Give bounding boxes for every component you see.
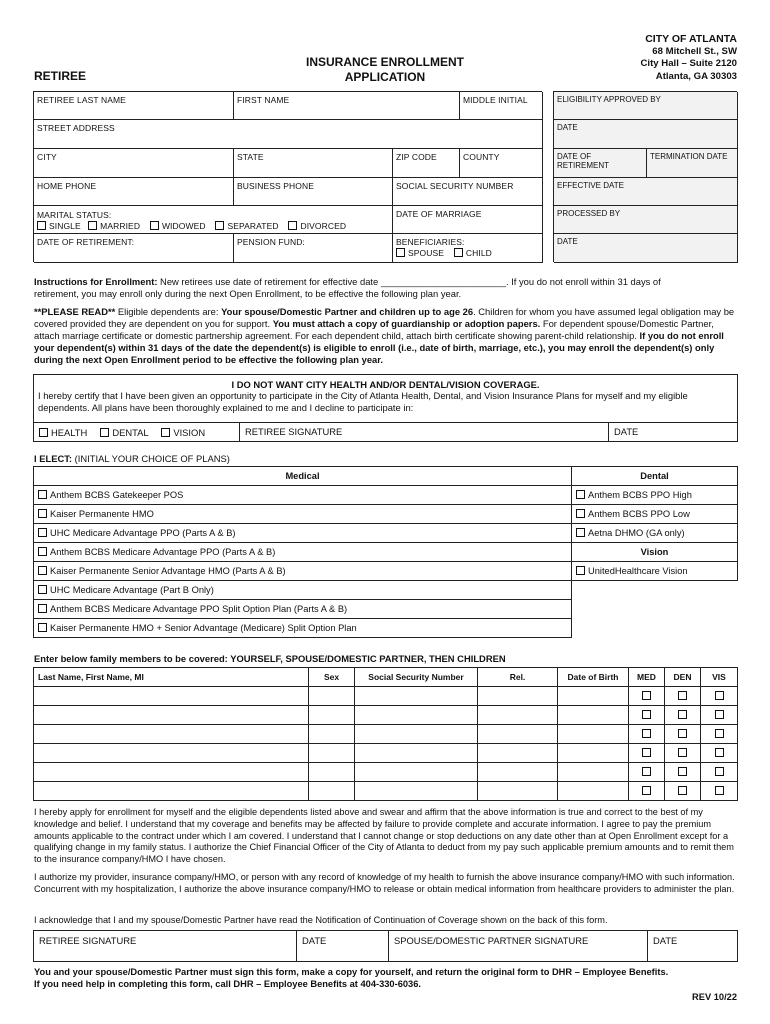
office-date-label-2: DATE [557, 237, 578, 246]
decline-vision-checkbox[interactable] [161, 428, 170, 437]
legal-paragraph-2: I authorize my provider, insurance company/HMO, or person with any record of knowledge of my health to furnish the above insurance company/HMO with such information. Concurrent with my hospitalization, I authorize the above insurance company/HMO to release or obtain medical information from healthcare providers to administer the plan. [34, 872, 735, 894]
decline-signature-label: RETIREE SIGNATURE [245, 426, 343, 437]
zip-label: ZIP CODE [396, 152, 437, 162]
vis-checkbox[interactable] [715, 748, 724, 757]
ssn-label: SOCIAL SECURITY NUMBER [396, 181, 514, 191]
office-date-field-2[interactable] [554, 234, 738, 263]
first-name-label: FIRST NAME [237, 95, 290, 105]
city-address [640, 33, 737, 83]
empty-cell [572, 581, 738, 600]
vis-cell [701, 763, 738, 782]
checkbox-icon[interactable] [38, 604, 47, 613]
last-name-field[interactable] [34, 92, 234, 120]
vision-header: Vision [572, 543, 738, 562]
dob-cell[interactable] [558, 687, 629, 706]
dob-cell[interactable] [558, 706, 629, 725]
street-address-field[interactable] [34, 120, 543, 149]
vision-option-label: UnitedHealthcare Vision [588, 566, 688, 576]
den-cell [665, 763, 701, 782]
family-members-table [33, 667, 738, 801]
vis-checkbox[interactable] [715, 767, 724, 776]
med-checkbox[interactable] [642, 729, 651, 738]
vis-cell [701, 706, 738, 725]
den-cell [665, 725, 701, 744]
sex-cell[interactable] [309, 687, 355, 706]
instructions-text-1: New retirees use date of retirement for effective date [157, 276, 381, 287]
checkbox-icon[interactable] [38, 585, 47, 594]
checkbox-icon[interactable] [576, 490, 585, 499]
business-phone-label: BUSINESS PHONE [237, 181, 314, 191]
decline-vision-label: VISION [173, 427, 206, 438]
name-cell[interactable] [34, 725, 309, 744]
address-line-3: Atlanta, GA 30303 [655, 70, 737, 82]
rel-cell[interactable] [478, 782, 558, 801]
first-name-field[interactable] [234, 92, 460, 120]
medical-option-label: Anthem BCBS Medicare Advantage PPO Split Option Plan (Parts A & B) [50, 604, 348, 614]
spouse-label: SPOUSE [408, 248, 445, 258]
legal-paragraph-3: I acknowledge that I and my spouse/Domestic Partner have read the Notification of Continuation of Coverage shown on the back of this form. [34, 915, 608, 925]
spouse-signature-field[interactable] [388, 931, 647, 961]
single-checkbox[interactable] [37, 221, 46, 230]
den-checkbox[interactable] [678, 767, 687, 776]
instructions-text-2: . If you do not enroll within 31 days of [505, 276, 661, 287]
dental-header: Dental [572, 467, 738, 486]
footer-line-2: If you need help in completing this form, call DHR – Employee Benefits at 404-330-6036. [34, 979, 421, 989]
med-checkbox[interactable] [642, 748, 651, 757]
vis-cell [701, 782, 738, 801]
vis-checkbox[interactable] [715, 729, 724, 738]
elect-lead: I ELECT: [34, 453, 73, 464]
medical-header: Medical [34, 467, 572, 486]
medical-option-label: UHC Medicare Advantage PPO (Parts A & B) [50, 528, 236, 538]
dob-cell[interactable] [558, 763, 629, 782]
vision-option[interactable] [572, 562, 738, 581]
decline-health-label: HEALTH [51, 427, 88, 438]
den-checkbox[interactable] [678, 729, 687, 738]
med-cell [629, 706, 665, 725]
ssn-cell[interactable] [355, 744, 478, 763]
dental-option[interactable] [572, 486, 738, 505]
please-read-paragraph [34, 306, 739, 366]
checkbox-icon[interactable] [576, 509, 585, 518]
retiree-signature-label: RETIREE SIGNATURE [39, 935, 137, 946]
date-of-marriage-field[interactable] [393, 206, 543, 234]
divorced-checkbox[interactable] [288, 221, 297, 230]
retiree-heading: RETIREE [34, 69, 87, 83]
spouse-checkbox[interactable] [396, 248, 405, 257]
separated-checkbox[interactable] [215, 221, 224, 230]
separated-label: SEPARATED [227, 221, 279, 231]
processed-by-label: PROCESSED BY [557, 209, 621, 218]
sex-cell[interactable] [309, 763, 355, 782]
col-rel: Rel. [478, 668, 558, 687]
family-title: Enter below family members to be covered: YOURSELF, SPOUSE/DOMESTIC PARTNER, THEN CHILDREN [34, 653, 506, 664]
den-cell [665, 687, 701, 706]
vis-checkbox[interactable] [715, 786, 724, 795]
den-checkbox[interactable] [678, 710, 687, 719]
vis-checkbox[interactable] [715, 691, 724, 700]
medical-option[interactable] [34, 600, 572, 619]
city-label: CITY [37, 152, 57, 162]
sex-cell[interactable] [309, 744, 355, 763]
den-cell [665, 744, 701, 763]
retiree-signature-field[interactable] [34, 931, 296, 961]
business-phone-field[interactable] [234, 178, 393, 206]
table-row [34, 706, 738, 725]
ssn-field[interactable] [393, 178, 543, 206]
decline-date-label: DATE [614, 426, 639, 437]
medical-option[interactable] [34, 543, 572, 562]
address-line-2: City Hall – Suite 2120 [640, 58, 737, 69]
effective-date-blank[interactable]: ________________________ [380, 276, 506, 287]
sex-cell[interactable] [309, 706, 355, 725]
office-date-label-1: DATE [557, 123, 578, 132]
form-title [270, 55, 500, 85]
vis-cell [701, 687, 738, 706]
checkbox-icon[interactable] [38, 490, 47, 499]
name-cell[interactable] [34, 687, 309, 706]
den-cell [665, 706, 701, 725]
decline-title: I DO NOT WANT CITY HEALTH AND/OR DENTAL/VISION COVERAGE. [231, 379, 540, 390]
zip-field[interactable] [393, 149, 460, 178]
table-row [34, 782, 738, 801]
title-line-2: APPLICATION [344, 70, 426, 84]
dental-option-label: Aetna DHMO (GA only) [588, 528, 685, 538]
med-cell [629, 687, 665, 706]
checkbox-icon[interactable] [38, 547, 47, 556]
effective-date-field[interactable] [554, 178, 738, 206]
widowed-label: WIDOWED [161, 221, 206, 231]
ssn-cell[interactable] [355, 763, 478, 782]
elect-heading [34, 453, 230, 464]
please-read-bold-6: If you do not enroll your dependent(s) within 31 days of the date the dependent(s) is eligible to enroll (i.e., date of birth, marriage, etc.), you may enroll the dependent(s) only during the next Open Enrollment period to be effective the following plan year. [34, 330, 724, 365]
spouse-signature-label: SPOUSE/DOMESTIC PARTNER SIGNATURE [394, 935, 589, 946]
street-address-label: STREET ADDRESS [37, 123, 115, 133]
last-name-label: RETIREE LAST NAME [37, 95, 126, 105]
ssn-cell[interactable] [355, 706, 478, 725]
den-cell [665, 782, 701, 801]
title-line-1: INSURANCE ENROLLMENT [306, 55, 464, 69]
decline-dental-label: DENTAL [112, 427, 149, 438]
single-label: SINGLE [49, 221, 81, 231]
beneficiaries-field [393, 234, 543, 263]
effective-date-label: EFFECTIVE DATE [557, 181, 624, 190]
med-cell [629, 725, 665, 744]
medical-option[interactable] [34, 505, 572, 524]
pension-fund-label: PENSION FUND: [237, 237, 305, 247]
name-cell[interactable] [34, 782, 309, 801]
col-dob: Date of Birth [558, 668, 629, 687]
medical-option[interactable] [34, 581, 572, 600]
eligibility-approved-field[interactable] [554, 92, 738, 120]
medical-option[interactable] [34, 486, 572, 505]
signature-row [33, 930, 738, 962]
child-checkbox[interactable] [454, 248, 463, 257]
vis-cell [701, 725, 738, 744]
dental-option-label: Anthem BCBS PPO High [588, 490, 692, 500]
decline-checkboxes [39, 427, 205, 438]
med-checkbox[interactable] [642, 767, 651, 776]
termination-date-label: TERMINATION DATE [650, 152, 728, 161]
name-cell[interactable] [34, 706, 309, 725]
married-checkbox[interactable] [88, 221, 97, 230]
office-use-grid [553, 91, 737, 262]
med-checkbox[interactable] [642, 691, 651, 700]
widowed-checkbox[interactable] [150, 221, 159, 230]
medical-option-label: Kaiser Permanente HMO [50, 509, 154, 519]
revision-label: REV 10/22 [692, 992, 737, 1002]
please-read-lead: **PLEASE READ** [34, 306, 116, 317]
date-of-marriage-label: DATE OF MARRIAGE [396, 209, 482, 219]
please-read-text-3: . Children for whom you have assumed legal obligation may be covered provided they are dependent on you for support. [34, 306, 735, 329]
state-field[interactable] [234, 149, 393, 178]
dob-cell[interactable] [558, 782, 629, 801]
eligibility-label: ELIGIBILITY APPROVED BY [557, 95, 661, 104]
med-checkbox[interactable] [642, 710, 651, 719]
plan-election-table [33, 466, 738, 638]
county-label: COUNTY [463, 152, 500, 162]
please-read-text-5: For dependent spouse/Domestic Partner, attach marriage certificate or domestic partnership agreement. For each dependent child, attach birth certificate showing parent-child relationship. [34, 318, 714, 341]
elect-text: (INITIAL YOUR CHOICE OF PLANS) [72, 453, 230, 464]
retiree-date-field[interactable] [296, 931, 388, 961]
col-sex: Sex [309, 668, 355, 687]
pension-fund-field[interactable] [234, 234, 393, 263]
beneficiaries-label: BENEFICIARIES: [396, 237, 465, 247]
dob-cell[interactable] [558, 725, 629, 744]
col-ssn: Social Security Number [355, 668, 478, 687]
table-row [34, 763, 738, 782]
table-row [34, 744, 738, 763]
sex-cell[interactable] [309, 725, 355, 744]
medical-option-label: Anthem BCBS Medicare Advantage PPO (Parts A & B) [50, 547, 276, 557]
ssn-cell[interactable] [355, 725, 478, 744]
rel-cell[interactable] [478, 763, 558, 782]
instructions-text-3: retirement, you may enroll only during the next Open Enrollment, to be effective the following plan year. [34, 288, 462, 299]
empty-cell [572, 600, 738, 619]
col-den: DEN [665, 668, 701, 687]
decline-dental-checkbox[interactable] [100, 428, 109, 437]
org-name: CITY OF ATLANTA [645, 33, 737, 45]
checkbox-icon[interactable] [38, 566, 47, 575]
decline-options-row [34, 422, 737, 442]
checkbox-icon[interactable] [38, 528, 47, 537]
decline-health-checkbox[interactable] [39, 428, 48, 437]
marital-status-label: MARITAL STATUS: [37, 210, 112, 220]
middle-initial-field[interactable] [460, 92, 543, 120]
spouse-date-label: DATE [653, 935, 678, 946]
date-of-retirement-field[interactable] [34, 234, 234, 263]
home-phone-label: HOME PHONE [37, 181, 97, 191]
rel-cell[interactable] [478, 687, 558, 706]
col-name: Last Name, First Name, MI [34, 668, 309, 687]
ssn-cell[interactable] [355, 687, 478, 706]
please-read-bold-2: Your spouse/Domestic Partner and children up to age 26 [221, 306, 474, 317]
spouse-date-field[interactable] [647, 931, 737, 961]
retiree-date-label: DATE [302, 935, 327, 946]
medical-option-label: Anthem BCBS Gatekeeper POS [50, 490, 184, 500]
dental-option[interactable] [572, 524, 738, 543]
office-date-field-1[interactable] [554, 120, 738, 149]
processed-by-field[interactable] [554, 206, 738, 234]
divorced-label: DIVORCED [300, 221, 347, 231]
checkbox-icon[interactable] [576, 566, 585, 575]
dental-option[interactable] [572, 505, 738, 524]
medical-option-label: Kaiser Permanente HMO + Senior Advantage (Medicare) Split Option Plan [50, 623, 357, 633]
checkbox-icon[interactable] [38, 623, 47, 632]
med-checkbox[interactable] [642, 786, 651, 795]
please-read-text-1: Eligible dependents are: [115, 306, 222, 317]
middle-initial-label: MIDDLE INITIAL [463, 95, 528, 105]
married-label: MARRIED [100, 221, 141, 231]
enrollment-instructions [34, 276, 739, 300]
name-cell[interactable] [34, 763, 309, 782]
address-line-1: 68 Mitchell St., SW [652, 45, 737, 57]
medical-option[interactable] [34, 524, 572, 543]
footer-line-1: You and your spouse/Domestic Partner must sign this form, make a copy for yourself, and return the original form to DHR – Employee Benefits. [34, 967, 669, 977]
rel-cell[interactable] [478, 744, 558, 763]
office-retirement-date-label: DATE OF RETIREMENT [557, 152, 609, 170]
table-row [34, 687, 738, 706]
home-phone-field[interactable] [34, 178, 234, 206]
county-field[interactable] [460, 149, 543, 178]
med-cell [629, 782, 665, 801]
den-checkbox[interactable] [678, 748, 687, 757]
ssn-cell[interactable] [355, 782, 478, 801]
decline-coverage-box [33, 374, 738, 442]
date-of-retirement-label: DATE OF RETIREMENT: [37, 237, 135, 247]
col-vis: VIS [701, 668, 738, 687]
decline-text: I hereby certify that I have been given an opportunity to participate in the City of Atlanta Health, Dental, and Vision Insurance Plans for myself and my eligible dependents. All plans have been thoroughly explained to me and I decline to participate in: [38, 390, 688, 413]
retiree-info-grid [33, 91, 542, 262]
table-row [34, 725, 738, 744]
med-cell [629, 763, 665, 782]
col-med: MED [629, 668, 665, 687]
dob-cell[interactable] [558, 744, 629, 763]
checkbox-icon[interactable] [576, 528, 585, 537]
checkbox-icon[interactable] [38, 509, 47, 518]
decline-signature-field[interactable] [239, 423, 608, 442]
rel-cell[interactable] [478, 706, 558, 725]
den-checkbox[interactable] [678, 786, 687, 795]
please-read-bold-4: You must attach a copy of guardianship or adoption papers. [272, 318, 541, 329]
footer-instructions [34, 966, 739, 990]
legal-paragraph-1: I hereby apply for enrollment for myself and the eligible dependents listed above and swear and affirm that the above information is true and correct to the best of my knowledge and belief. I understand that my coverage and benefits may be affected by failure to provide complete and accurate information. I agree to pay the premium amounts applicable to the contract under which I am covered. I understand that I cannot change or stop deductions on any date other than at Open Enrollment except for a qualifying change in my family status. I authorize the Chief Financial Officer of the City of Atlanta to deduct from my pay such applicable premium amounts and to remit them to the insurance company/HMO I have chosen. [34, 807, 734, 865]
medical-option-label: UHC Medicare Advantage (Part B Only) [50, 585, 214, 595]
instructions-lead: Instructions for Enrollment: [34, 276, 158, 287]
empty-cell [572, 619, 738, 638]
city-field[interactable] [34, 149, 234, 178]
state-label: STATE [237, 152, 264, 162]
med-cell [629, 744, 665, 763]
marital-status-field [34, 206, 393, 234]
rel-cell[interactable] [478, 725, 558, 744]
medical-option-label: Kaiser Permanente Senior Advantage HMO (Parts A & B) [50, 566, 286, 576]
decline-date-field[interactable] [608, 423, 737, 442]
termination-date-field[interactable] [647, 149, 738, 178]
dental-option-label: Anthem BCBS PPO Low [588, 509, 690, 519]
child-label: CHILD [465, 248, 492, 258]
office-retirement-date-field[interactable] [554, 149, 647, 178]
sex-cell[interactable] [309, 782, 355, 801]
medical-option[interactable] [34, 619, 572, 638]
name-cell[interactable] [34, 744, 309, 763]
vis-cell [701, 744, 738, 763]
den-checkbox[interactable] [678, 691, 687, 700]
vis-checkbox[interactable] [715, 710, 724, 719]
medical-option[interactable] [34, 562, 572, 581]
